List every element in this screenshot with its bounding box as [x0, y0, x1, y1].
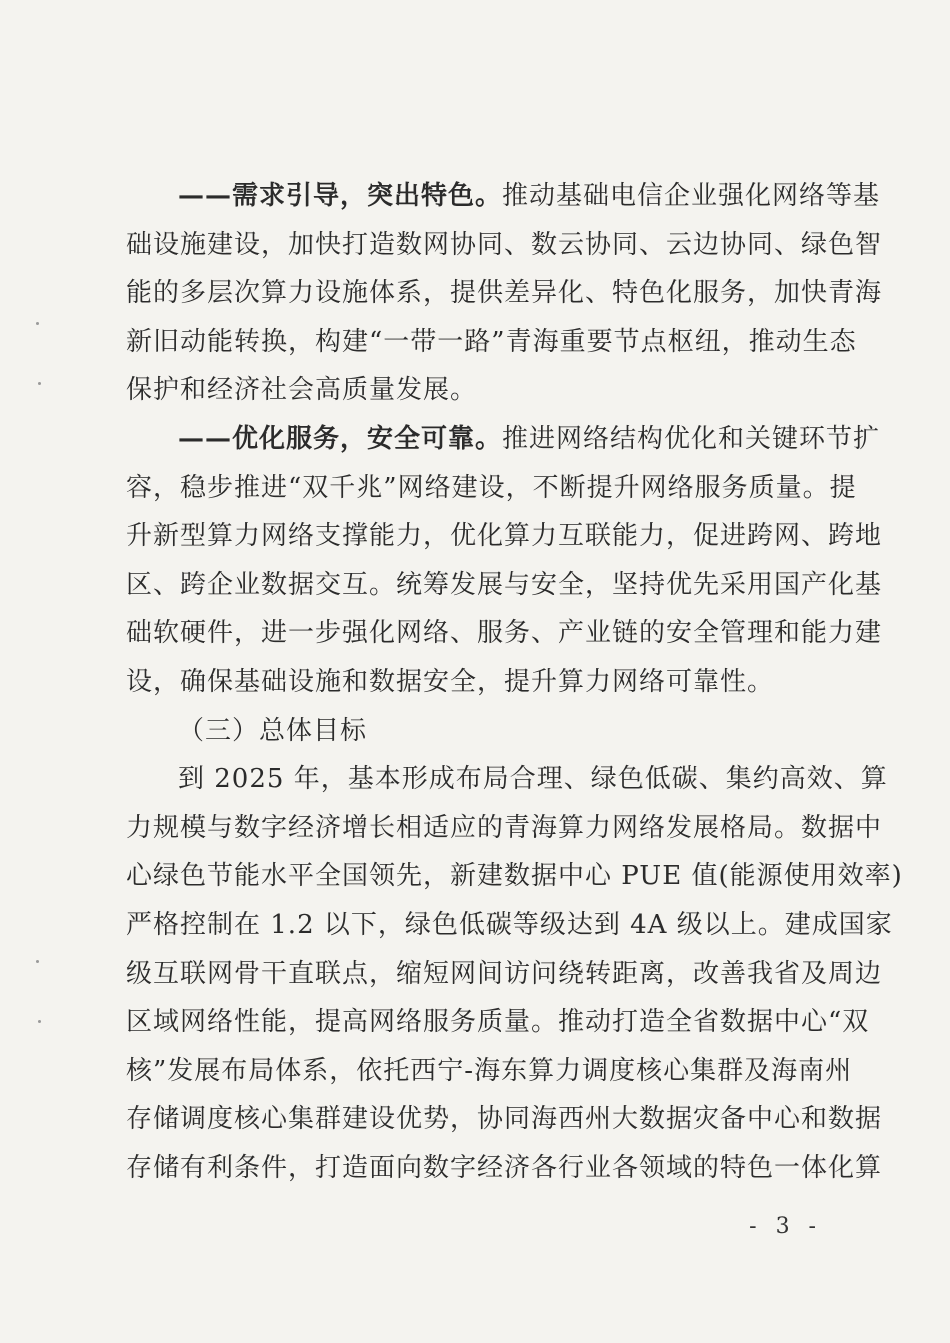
- paragraph-lead: ——优化服务，安全可靠。: [178, 423, 503, 454]
- paragraph-line: ——需求引导，突出特色。推动基础电信企业强化网络等基: [178, 181, 881, 211]
- paragraph-line: 新旧动能转换，构建“一带一路”青海重要节点枢纽，推动生态: [126, 326, 857, 357]
- section-heading: （三）总体目标: [178, 715, 368, 746]
- body-text: [126, 172, 903, 1192]
- paragraph-line: 心绿色节能水平全国领先，新建数据中心 PUE 值(能源使用效率): [126, 861, 903, 892]
- paragraph-lead: ——需求引导，突出特色。: [178, 181, 503, 211]
- paragraph-line: 存储调度核心集群建设优势，协同海西州大数据灾备中心和数据: [126, 1104, 883, 1135]
- paragraph-line: 础设施建设，加快打造数网协同、数云协同、云边协同、绿色智: [126, 229, 883, 260]
- paragraph-line: 力规模与数字经济增长相适应的青海算力网络发展格局。数据中: [126, 812, 883, 843]
- page-number: - 3 -: [749, 1214, 822, 1239]
- paragraph-line: 存储有利条件，打造面向数字经济各行业各领域的特色一体化算: [126, 1152, 883, 1183]
- scan-speck: [36, 960, 39, 963]
- paragraph-line: 区域网络性能，提高网络服务质量。推动打造全省数据中心“双: [126, 1007, 870, 1038]
- paragraph-line: 升新型算力网络支撑能力，优化算力互联能力，促进跨网、跨地: [126, 521, 883, 552]
- paragraph-line: 容，稳步推进“双千兆”网络建设，不断提升网络服务质量。提: [126, 472, 857, 503]
- paragraph-overall-goals: [126, 755, 903, 1192]
- scan-speck: [36, 322, 39, 325]
- paragraph-line: 础软硬件，进一步强化网络、服务、产业链的安全管理和能力建: [126, 618, 883, 649]
- paragraph-line: 区、跨企业数据交互。统筹发展与安全，坚持优先采用国产化基: [126, 569, 883, 600]
- paragraph-line: 到 2025 年，基本形成布局合理、绿色低碳、集约高效、算: [178, 764, 888, 795]
- paragraph-demand-guidance: [126, 172, 883, 415]
- paragraph-line: 保护和经济社会高质量发展。: [126, 375, 478, 406]
- scan-speck: [38, 382, 41, 385]
- paragraph-line: 级互联网骨干直联点，缩短网间访问绕转距离，改善我省及周边: [126, 958, 883, 989]
- paragraph-optimize-service: [126, 415, 883, 707]
- scan-speck: [38, 1020, 41, 1023]
- paragraph-line: 严格控制在 1.2 以下，绿色低碳等级达到 4A 级以上。建成国家: [126, 909, 893, 940]
- paragraph-line: 设，确保基础设施和数据安全，提升算力网络可靠性。: [126, 666, 775, 697]
- paragraph-line: 能的多层次算力设施体系，提供差异化、特色化服务，加快青海: [126, 278, 883, 309]
- paragraph-line: ——优化服务，安全可靠。推进网络结构优化和关键环节扩: [178, 423, 881, 454]
- paragraph-line: 核”发展布局体系，依托西宁-海东算力调度核心集群及海南州: [126, 1055, 853, 1086]
